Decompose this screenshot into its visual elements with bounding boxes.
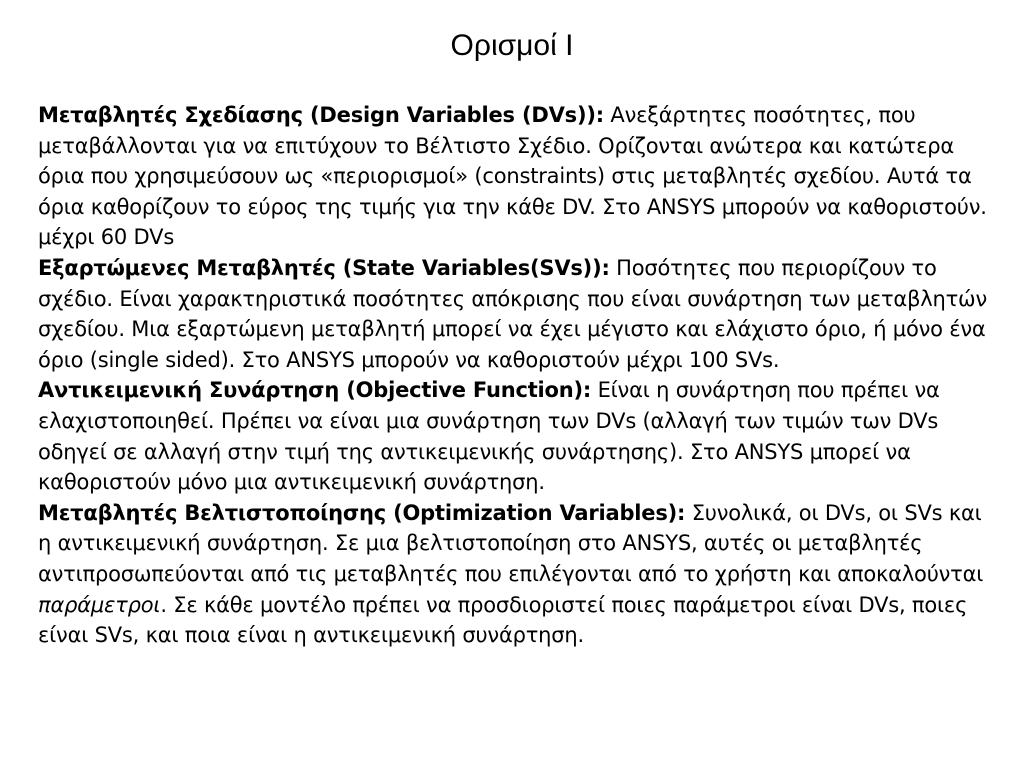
slide-title: Ορισμοί Ι xyxy=(450,29,574,62)
definition-text: Είναι η συνάρτηση που πρέπει να ελαχιστοποιηθεί. Πρέπει να είναι μια συνάρτηση των DVs (αλλαγή των τιμών των DVs οδηγεί σε αλλαγή στην τιμή της αντικειμενικής συνάρτησης). Στο ANSYS μπορεί να καθοριστούν μόνο μια αντικειμενική συνάρτηση. xyxy=(38,378,940,495)
term-objective-function: Αντικειμενική Συνάρτηση (Objective Function): xyxy=(38,378,592,403)
term-state-variables: Εξαρτώμενες Μεταβλητές (State Variables(SVs)): xyxy=(38,255,610,280)
definition-text: . Σε κάθε μοντέλο πρέπει να προσδιοριστεί ποιες παράμετροι είναι DVs, ποιες είναι SVs, και ποια είναι η αντικειμενική συνάρτηση. xyxy=(38,592,968,648)
definition-text: Ποσότητες που περιορίζουν το σχέδιο. Είναι χαρακτηριστικά ποσότητες απόκρισης που είναι συνάρτηση των μεταβλητών σχεδίου. Μια εξαρτώμενη μεταβλητή μπορεί να έχει μέγιστο και ελάχιστο όριο, ή μόνο ένα όριο (single sided). Στο ANSYS μπορούν να καθοριστούν μέχρι 100 SVs. xyxy=(38,255,987,372)
definition-optimization-variables xyxy=(38,498,988,651)
term-design-variables: Μεταβλητές Σχεδίασης (Design Variables (DVs)): xyxy=(38,103,604,127)
definition-objective-function xyxy=(38,375,988,497)
definition-state-variables xyxy=(38,253,988,375)
definition-text: Ανεξάρτητες ποσότητες, που μεταβάλλονται για να επιτύχουν το Βέλτιστο Σχέδιο. Ορίζονται ανώτερα και κατώτερα όρια που χρησιμεύσουν ως «περιορισμοί» (constraints) στις μεταβλητές σχεδίου. Αυτά τα όρια καθορίζουν το εύρος της τιμής για την κάθε DV. Στο ANSYS μπορούν να καθοριστούν. μέχρι 60 DVs xyxy=(38,103,987,250)
definition-text: Συνολικά, οι DVs, οι SVs και η αντικειμενική συνάρτηση. Σε μια βελτιστοποίηση στο ANSYS, αυτές οι μεταβλητές αντιπροσωπεύονται από τις μεταβλητές που επιλέγονται από το χρήστη και αποκαλούνται xyxy=(38,500,984,586)
slide-body xyxy=(38,100,988,651)
term-optimization-variables: Μεταβλητές Βελτιστοποίησης (Optimization Variables): xyxy=(38,500,686,525)
definition-text-italic: παράμετροι xyxy=(38,592,161,617)
definition-design-variables xyxy=(38,100,988,253)
